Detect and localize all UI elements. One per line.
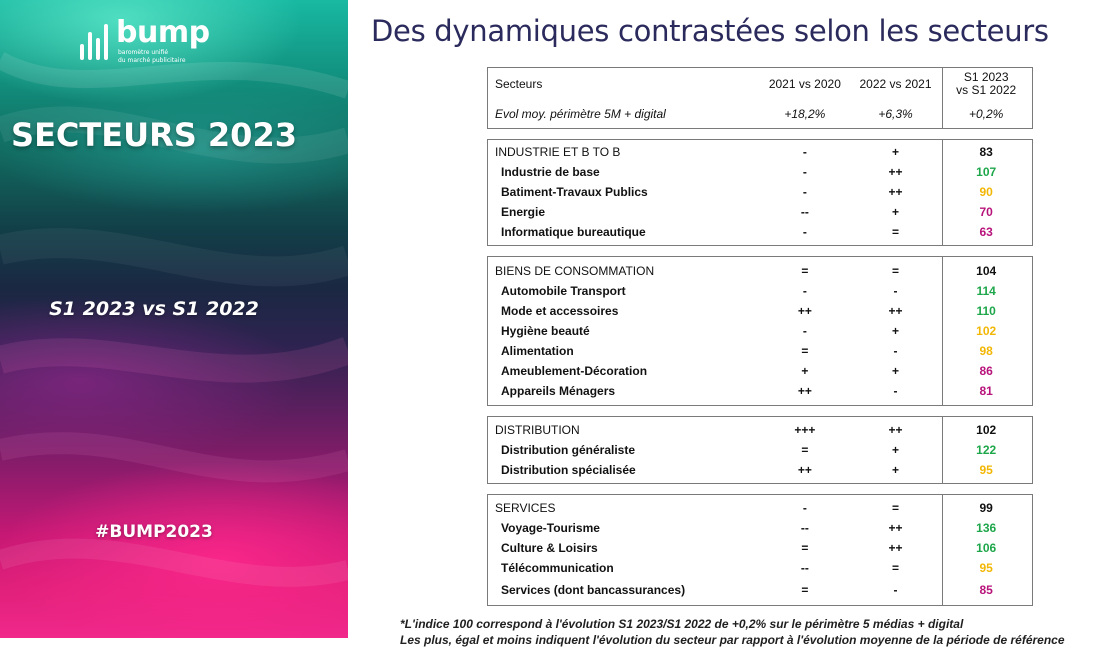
sector-name: INDUSTRIE ET B TO B: [495, 145, 621, 159]
subsector-row: [488, 558, 1032, 578]
trend-2022-vs-2021: ++: [888, 541, 903, 555]
trend-2022-vs-2021: +: [892, 364, 900, 378]
subsector-row: [488, 538, 1032, 558]
subsector-row: [488, 460, 1032, 480]
subsector-row: [488, 202, 1032, 222]
trend-2021-vs-2020: +++: [794, 423, 816, 437]
logo-tagline-2: du marché publicitaire: [118, 57, 186, 64]
index-s1-2023: 70: [979, 205, 993, 219]
trend-2022-vs-2021: -: [893, 284, 898, 298]
sector-group: [487, 256, 1033, 406]
sector-name: DISTRIBUTION: [495, 423, 580, 437]
trend-2021-vs-2020: -: [802, 324, 807, 338]
trend-2022-vs-2021: +: [892, 443, 900, 457]
sector-name: Alimentation: [501, 344, 574, 358]
evol-b: +6,3%: [878, 107, 913, 121]
subsector-row: [488, 162, 1032, 182]
trend-2022-vs-2021: =: [892, 225, 900, 239]
index-s1-2023: 114: [976, 284, 996, 298]
trend-2021-vs-2020: --: [800, 205, 809, 219]
trend-2022-vs-2021: +: [892, 463, 900, 477]
subsector-row: [488, 341, 1032, 361]
left-banner: [0, 0, 348, 638]
footnote-1: *L'indice 100 correspond à l'évolution S1 2023/S1 2022 de +0,2% sur le périmètre 5 médias + digital: [400, 617, 964, 631]
sector-name: Appareils Ménagers: [501, 384, 616, 398]
trend-2021-vs-2020: ++: [797, 384, 812, 398]
footnotes: [400, 616, 1065, 648]
subsector-row: [488, 361, 1032, 381]
index-s1-2023: 95: [979, 561, 993, 575]
index-s1-2023: 83: [979, 145, 993, 159]
index-s1-2023: 107: [976, 165, 997, 179]
evol-label: Evol moy. périmètre 5M + digital: [495, 107, 666, 121]
subsector-row: [488, 222, 1032, 242]
trend-2022-vs-2021: +: [892, 324, 900, 338]
subsector-row: [488, 578, 1032, 602]
banner-hashtag: #BUMP2023: [95, 522, 213, 542]
trend-2021-vs-2020: ++: [797, 304, 812, 318]
table-header: [487, 67, 1033, 129]
trend-2022-vs-2021: =: [892, 264, 900, 278]
sector-name: Mode et accessoires: [501, 304, 619, 318]
subsector-row: [488, 281, 1032, 301]
bars-icon: [80, 20, 108, 60]
header-col-a: 2021 vs 2020: [768, 77, 841, 91]
index-s1-2023: 104: [976, 264, 997, 278]
index-s1-2023: 95: [979, 463, 993, 477]
sector-group: [487, 416, 1033, 484]
sector-group: [487, 494, 1033, 606]
trend-2021-vs-2020: -: [802, 284, 807, 298]
index-s1-2023: 85: [979, 583, 993, 597]
trend-2021-vs-2020: -: [802, 501, 807, 515]
trend-2021-vs-2020: -: [802, 165, 807, 179]
trend-2021-vs-2020: =: [801, 541, 809, 555]
trend-2022-vs-2021: -: [893, 583, 898, 597]
subsector-row: [488, 321, 1032, 341]
sector-name: Services (dont bancassurances): [501, 583, 686, 597]
trend-2021-vs-2020: -: [802, 145, 807, 159]
index-s1-2023: 106: [976, 541, 997, 555]
sector-name: Ameublement-Décoration: [501, 364, 648, 378]
sector-name: Distribution généraliste: [501, 443, 636, 457]
trend-2021-vs-2020: -: [802, 185, 807, 199]
trend-2021-vs-2020: --: [800, 521, 809, 535]
sector-row: [488, 498, 1032, 518]
subsector-row: [488, 440, 1032, 460]
trend-2021-vs-2020: +: [801, 364, 809, 378]
sector-row: [488, 420, 1032, 440]
trend-2021-vs-2020: --: [800, 561, 809, 575]
trend-2022-vs-2021: ++: [888, 304, 903, 318]
trend-2022-vs-2021: ++: [888, 185, 903, 199]
header-col-c: [940, 71, 1032, 97]
trend-2022-vs-2021: +: [892, 145, 900, 159]
sector-row: [488, 142, 1032, 162]
index-s1-2023: 99: [979, 501, 993, 515]
banner-title: SECTEURS 2023: [11, 116, 297, 154]
trend-2021-vs-2020: ++: [797, 463, 812, 477]
index-s1-2023: 81: [979, 384, 993, 398]
subsector-row: [488, 301, 1032, 321]
trend-2022-vs-2021: +: [892, 205, 900, 219]
trend-2022-vs-2021: ++: [888, 521, 903, 535]
sector-row: [488, 261, 1032, 281]
sector-name: Informatique bureautique: [501, 225, 646, 239]
header-col-b: 2022 vs 2021: [859, 77, 932, 91]
index-s1-2023: 63: [979, 225, 993, 239]
index-s1-2023: 86: [979, 364, 993, 378]
sector-name: Hygiène beauté: [501, 324, 590, 338]
sector-name: BIENS DE CONSOMMATION: [495, 264, 655, 278]
sector-name: Automobile Transport: [501, 284, 626, 298]
subsector-row: [488, 182, 1032, 202]
sector-name: Distribution spécialisée: [501, 463, 636, 477]
sector-name: Batiment-Travaux Publics: [501, 185, 648, 199]
trend-2021-vs-2020: =: [801, 264, 809, 278]
trend-2022-vs-2021: -: [893, 384, 898, 398]
sectors-table: [487, 67, 1033, 606]
header-row: [488, 68, 1032, 100]
index-s1-2023: 90: [979, 185, 993, 199]
index-s1-2023: 136: [976, 521, 997, 535]
index-s1-2023: 122: [976, 443, 997, 457]
banner-subtitle: S1 2023 vs S1 2022: [49, 298, 259, 320]
index-s1-2023: 98: [979, 344, 993, 358]
trend-2022-vs-2021: ++: [888, 165, 903, 179]
trend-2021-vs-2020: =: [801, 443, 809, 457]
logo-wordmark: bump: [116, 15, 210, 50]
trend-2021-vs-2020: =: [801, 583, 809, 597]
index-s1-2023: 102: [976, 324, 997, 338]
trend-2022-vs-2021: -: [893, 344, 898, 358]
header-col-c-line1: S1 2023: [963, 70, 1009, 84]
header-col-c-line2: vs S1 2022: [956, 83, 1017, 97]
header-sector: Secteurs: [495, 77, 543, 91]
index-s1-2023: 102: [976, 423, 997, 437]
trend-2022-vs-2021: =: [892, 561, 900, 575]
sector-name: SERVICES: [495, 501, 556, 515]
sector-name: Industrie de base: [501, 165, 600, 179]
trend-2021-vs-2020: =: [801, 344, 809, 358]
sector-name: Energie: [501, 205, 546, 219]
sector-group: [487, 139, 1033, 246]
logo-tagline-1: baromètre unifié: [118, 49, 169, 56]
sector-name: Voyage-Tourisme: [501, 521, 600, 535]
footnote-2: Les plus, égal et moins indiquent l'évolution du secteur par rapport à l'évolution moyenne de la période de référence: [400, 633, 1065, 647]
subsector-row: [488, 518, 1032, 538]
sector-name: Culture & Loisirs: [501, 541, 598, 555]
subsector-row: [488, 381, 1032, 401]
evol-c: +0,2%: [968, 107, 1004, 121]
index-s1-2023: 110: [976, 304, 996, 318]
evol-row: [488, 100, 1032, 128]
trend-2022-vs-2021: ++: [888, 423, 903, 437]
bump-logo: [80, 15, 210, 64]
page-title: Des dynamiques contrastées selon les secteurs: [371, 14, 1049, 48]
evol-a: +18,2%: [784, 107, 826, 121]
sector-name: Télécommunication: [501, 561, 614, 575]
trend-2021-vs-2020: -: [802, 225, 807, 239]
trend-2022-vs-2021: =: [892, 501, 900, 515]
